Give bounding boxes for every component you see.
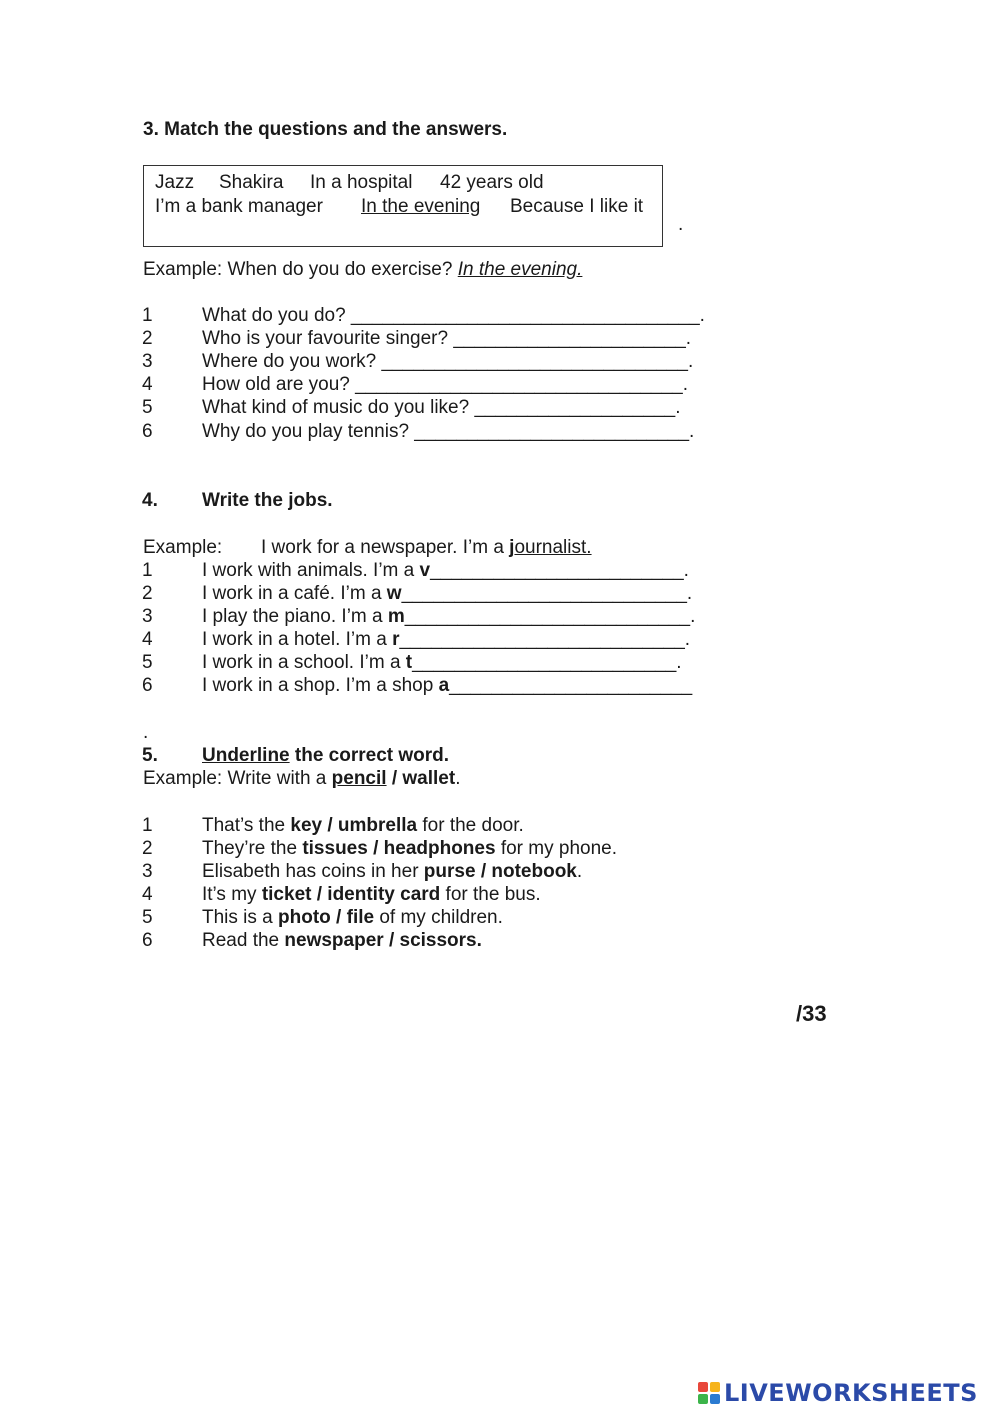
- word-choice-row[interactable]: [0, 861, 1000, 883]
- choice-post: for the bus.: [440, 884, 541, 905]
- question-text: Why do you play tennis? __________________________.: [202, 421, 695, 442]
- box-trailing-dot: .: [678, 214, 684, 235]
- job-number: 5: [142, 652, 153, 673]
- section-number: 5.: [142, 745, 158, 766]
- question-number: 6: [142, 421, 153, 442]
- choice-number: 3: [142, 861, 153, 882]
- question-row[interactable]: [0, 328, 1000, 350]
- job-letter: t: [405, 652, 413, 673]
- logo-square-icon: [698, 1394, 708, 1404]
- job-row[interactable]: [0, 606, 1000, 628]
- choice-options[interactable]: key / umbrella: [290, 815, 418, 836]
- job-number: 4: [142, 629, 153, 650]
- stray-dot: .: [143, 722, 149, 743]
- word-because: Because I like it: [510, 196, 644, 217]
- job-number: 3: [142, 606, 153, 627]
- choice-options[interactable]: purse / notebook: [423, 861, 577, 882]
- choice-pre: Read the: [202, 930, 285, 951]
- word-age: 42 years old: [440, 172, 544, 193]
- job-letter: m: [387, 606, 405, 627]
- choice-pre: It’s my: [202, 884, 262, 905]
- section-5-example: [143, 768, 460, 790]
- logo-square-icon: [710, 1382, 720, 1392]
- example-choice-underlined: pencil: [331, 768, 387, 789]
- section-4-title: [0, 490, 1000, 512]
- word-choice-row[interactable]: [0, 930, 1000, 952]
- job-text: I play the piano. I’m a: [202, 606, 388, 627]
- job-letter: a: [438, 675, 450, 696]
- word-choice-row[interactable]: [0, 884, 1000, 906]
- section-title: Write the jobs.: [202, 490, 333, 511]
- example-rest: ournalist.: [514, 537, 592, 558]
- total-score: /33: [796, 1001, 827, 1026]
- section-3-example: [143, 259, 582, 281]
- question-row[interactable]: [0, 397, 1000, 419]
- title-underlined-word: Underline: [202, 745, 290, 766]
- job-blank[interactable]: _______________________: [449, 675, 693, 696]
- choice-pre: This is a: [202, 907, 279, 928]
- job-row[interactable]: [0, 652, 1000, 674]
- word-choice-row[interactable]: [0, 815, 1000, 837]
- example-letter: j: [509, 537, 515, 558]
- job-blank[interactable]: ___________________________.: [404, 606, 696, 627]
- job-letter: r: [392, 629, 400, 650]
- job-text: I work with animals. I’m a: [202, 560, 420, 581]
- question-row[interactable]: [0, 305, 1000, 327]
- job-blank[interactable]: ___________________________.: [399, 629, 691, 650]
- word-hospital: In a hospital: [310, 172, 413, 193]
- job-row[interactable]: [0, 560, 1000, 582]
- choice-pre: They’re the: [202, 838, 303, 859]
- job-row[interactable]: [0, 583, 1000, 605]
- choice-pre: That’s the: [202, 815, 291, 836]
- word-shakira: Shakira: [219, 172, 284, 193]
- job-number: 2: [142, 583, 153, 604]
- job-letter: w: [386, 583, 402, 604]
- job-text: I work in a school. I’m a: [202, 652, 406, 673]
- choice-number: 5: [142, 907, 153, 928]
- section-3-title: 3. Match the questions and the answers.: [143, 119, 508, 140]
- choice-pre: Elisabeth has coins in her: [202, 861, 424, 882]
- question-text: What do you do? _________________________________.: [202, 305, 705, 326]
- example-question: Example: When do you do exercise?: [143, 259, 458, 280]
- choice-number: 6: [142, 930, 153, 951]
- choice-options[interactable]: ticket / identity card: [261, 884, 441, 905]
- section-number: 4.: [142, 490, 158, 511]
- job-number: 6: [142, 675, 153, 696]
- question-number: 1: [142, 305, 153, 326]
- job-text: I work in a café. I’m a: [202, 583, 387, 604]
- choice-post: .: [576, 861, 583, 882]
- choice-options[interactable]: photo / file: [278, 907, 375, 928]
- question-row[interactable]: [0, 374, 1000, 396]
- example-end: .: [455, 768, 461, 789]
- question-row[interactable]: [0, 351, 1000, 373]
- job-blank[interactable]: ________________________.: [430, 560, 689, 581]
- choice-post: for my phone.: [495, 838, 618, 859]
- job-blank[interactable]: _________________________.: [412, 652, 682, 673]
- job-text: I work in a hotel. I’m a: [202, 629, 393, 650]
- question-text: Who is your favourite singer? ______________________.: [202, 328, 692, 349]
- question-row[interactable]: [0, 421, 1000, 443]
- word-evening: In the evening: [361, 196, 481, 217]
- job-letter: v: [419, 560, 431, 581]
- question-number: 3: [142, 351, 153, 372]
- example-choice-other: / wallet: [386, 768, 456, 789]
- example-answer: In the evening.: [457, 259, 583, 280]
- question-number: 2: [142, 328, 153, 349]
- choice-post: of my children.: [374, 907, 503, 928]
- question-text: How old are you? _______________________________.: [202, 374, 688, 395]
- question-text: What kind of music do you like? ___________________.: [202, 397, 681, 418]
- word-choice-row[interactable]: [0, 838, 1000, 860]
- job-blank[interactable]: ___________________________.: [401, 583, 693, 604]
- choice-number: 4: [142, 884, 153, 905]
- choice-number: 2: [142, 838, 153, 859]
- job-row[interactable]: [0, 675, 1000, 697]
- word-jazz: Jazz: [155, 172, 195, 193]
- section-4-example: [0, 537, 1000, 559]
- example-text: I work for a newspaper. I’m a: [261, 537, 510, 558]
- logo-mark-icon: [698, 1382, 720, 1404]
- example-label: Example:: [143, 537, 223, 558]
- choice-options[interactable]: newspaper / scissors.: [284, 930, 482, 951]
- section-5-title: [0, 745, 1000, 767]
- logo-square-icon: [710, 1394, 720, 1404]
- job-text: I work in a shop. I’m a shop: [202, 675, 439, 696]
- choice-number: 1: [142, 815, 153, 836]
- word-choice-row[interactable]: [0, 907, 1000, 929]
- word-bank-manager: I’m a bank manager: [155, 196, 323, 217]
- question-number: 5: [142, 397, 153, 418]
- logo-square-icon: [698, 1382, 708, 1392]
- job-number: 1: [142, 560, 153, 581]
- question-text: Where do you work? _____________________________.: [202, 351, 694, 372]
- job-row[interactable]: [0, 629, 1000, 651]
- example-prefix: Example: Write with a: [143, 768, 332, 789]
- choice-options[interactable]: tissues / headphones: [302, 838, 496, 859]
- question-number: 4: [142, 374, 153, 395]
- logo-brand-text: LIVEWORKSHEETS: [724, 1379, 978, 1407]
- liveworksheets-logo[interactable]: [698, 1380, 978, 1406]
- title-rest: the correct word.: [289, 745, 450, 766]
- choice-post: for the door.: [417, 815, 524, 836]
